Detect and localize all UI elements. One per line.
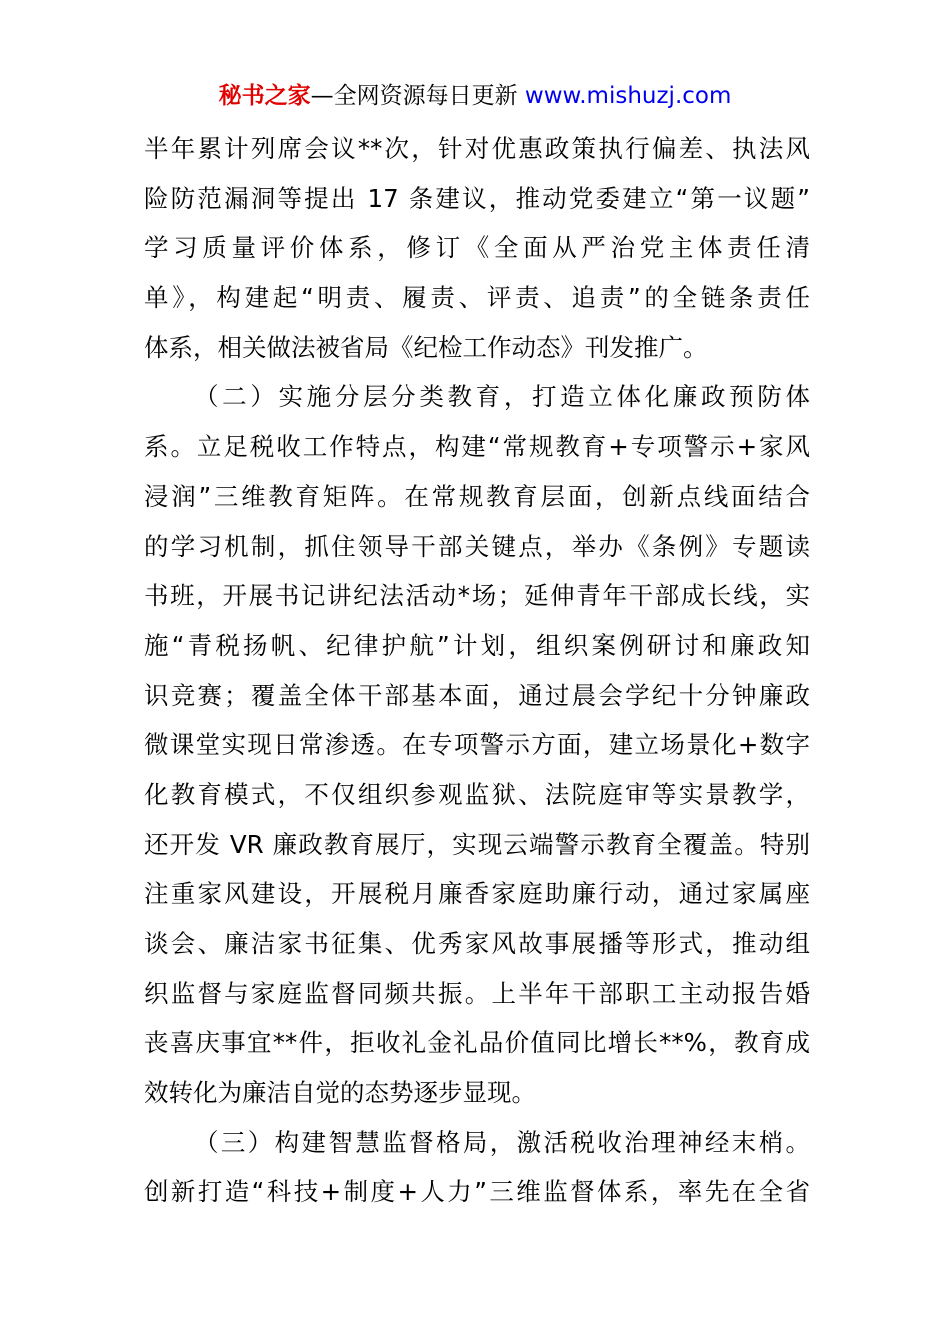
text-line: 体系，相关做法被省局《纪检工作动态》刊发推广。: [144, 332, 708, 362]
document-body: [144, 124, 810, 1217]
text-line: 创新打造“科技+制度+人力”三维监督体系，率先在全省: [144, 1177, 810, 1207]
text-line: 书班，开展书记讲纪法活动*场；延伸青年干部成长线，实: [144, 581, 810, 611]
header-slogan: —全网资源每日更新: [310, 83, 518, 109]
text-line: 施“青税扬帆、纪律护航”计划，组织案例研讨和廉政知: [144, 630, 810, 660]
text-line: 单》，构建起“明责、履责、评责、追责”的全链条责任: [144, 283, 810, 313]
text-line: 谈会、廉洁家书征集、优秀家风故事展播等形式，推动组: [144, 929, 810, 958]
text-line: 还开发 VR 廉政教育展厅，实现云端警示教育全覆盖。特别: [144, 829, 810, 859]
brand-name: 秘书之家: [218, 83, 311, 109]
site-url: www.mishuzj.com: [524, 83, 732, 109]
section-heading-line: （二）实施分层分类教育，打造立体化廉政预防体: [194, 382, 810, 412]
text-line: 的学习机制，抓住领导干部关键点，举办《条例》专题读: [144, 531, 810, 561]
text-line: 系。立足税收工作特点，构建“常规教育+专项警示+家风: [144, 432, 810, 462]
text-line: 半年累计列席会议**次，针对优惠政策执行偏差、执法风: [144, 134, 810, 163]
text-line: 险防范漏洞等提出 17 条建议，推动党委建立“第一议题”: [144, 183, 810, 213]
section-heading-line: （三）构建智慧监督格局，激活税收治理神经末梢。: [194, 1127, 810, 1157]
text-line: 学习质量评价体系，修订《全面从严治党主体责任清: [144, 233, 810, 263]
text-line: 识竞赛；覆盖全体干部基本面，通过晨会学纪十分钟廉政: [144, 680, 810, 710]
text-line: 注重家风建设，开展税月廉香家庭助廉行动，通过家属座: [144, 879, 810, 909]
text-line: 微课堂实现日常渗透。在专项警示方面，建立场景化+数字: [144, 730, 810, 760]
text-line: 化教育模式，不仅组织参观监狱、法院庭审等实景教学，: [144, 779, 810, 809]
text-line: 织监督与家庭监督同频共振。上半年干部职工主动报告婚: [144, 978, 810, 1008]
site-header: [0, 80, 950, 112]
text-line: 效转化为廉洁自觉的态势逐步显现。: [144, 1078, 536, 1108]
text-line: 丧喜庆事宜**件，拒收礼金礼品价值同比增长**%，教育成: [144, 1028, 810, 1058]
text-line: 浸润”三维教育矩阵。在常规教育层面，创新点线面结合: [144, 481, 810, 511]
